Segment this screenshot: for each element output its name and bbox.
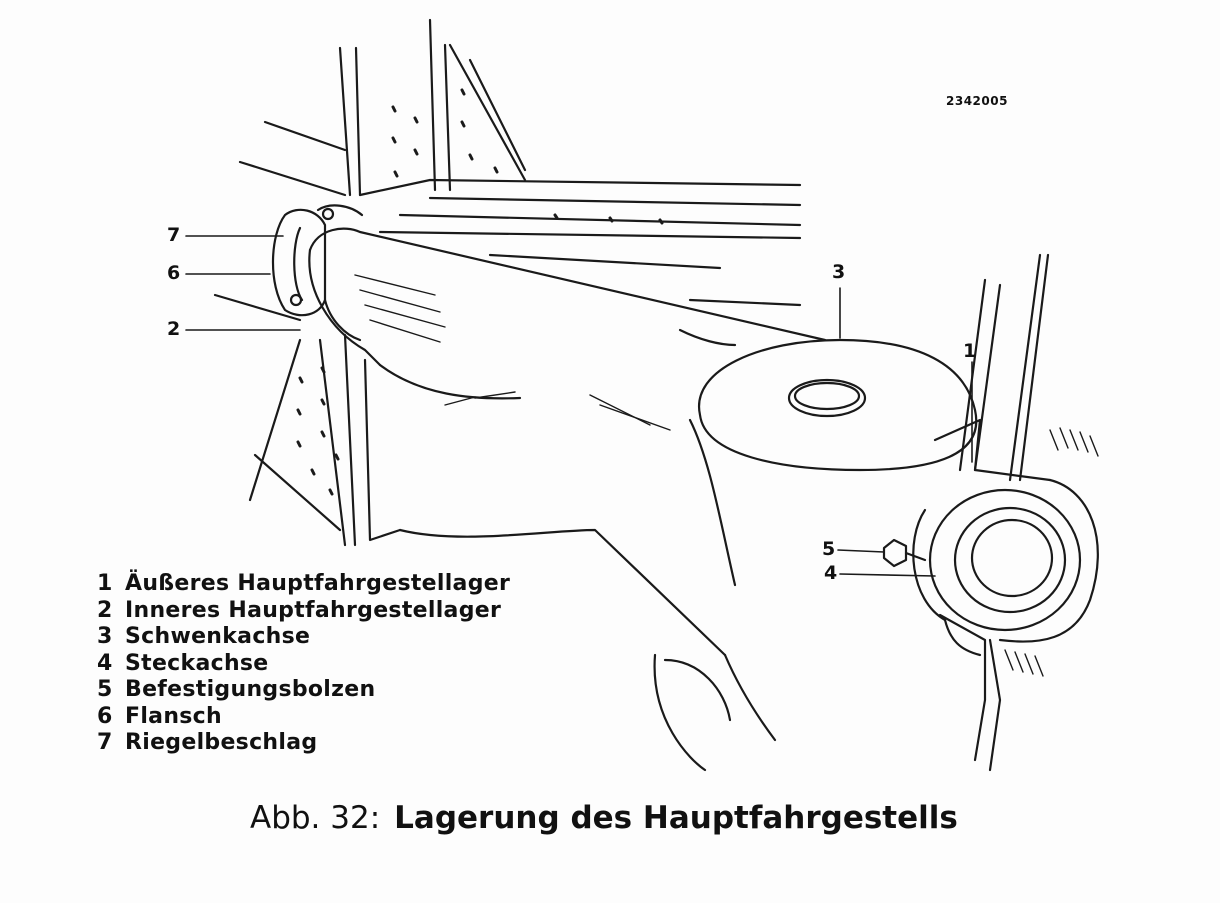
legend-label: Äußeres Hauptfahrgestellager (125, 571, 511, 596)
pivot-disc (699, 340, 976, 470)
legend-number: 3 (97, 624, 113, 649)
callout-4: 4 (824, 562, 838, 584)
legend-label: Schwenkachse (125, 624, 311, 649)
callout-1: 1 (963, 340, 977, 362)
legend-label: Riegelbeschlag (125, 730, 318, 755)
legend-label: Befestigungsbolzen (125, 677, 376, 702)
legend-item (97, 730, 510, 757)
legend-item (97, 651, 510, 678)
callout-7: 7 (167, 224, 181, 246)
figure-caption (250, 800, 958, 836)
outer-bearing-housing (913, 255, 1098, 770)
legend-item (97, 624, 510, 651)
legend-number: 1 (97, 571, 113, 596)
caption-title: Lagerung des Hauptfahrgestells (394, 800, 958, 836)
legend-item (97, 598, 510, 625)
legend-label: Steckachse (125, 650, 269, 676)
leader-lines (186, 236, 972, 576)
caption-prefix: Abb. 32: (250, 800, 381, 836)
legend-label: Flansch (125, 703, 222, 729)
callout-6: 6 (167, 262, 181, 284)
legend-item (97, 677, 510, 704)
inner-bearing-assembly (273, 205, 362, 340)
parts-legend (97, 571, 510, 757)
legend-number: 2 (97, 597, 113, 623)
callout-2: 2 (167, 318, 181, 340)
legend-number: 4 (97, 650, 113, 676)
callout-5: 5 (822, 538, 836, 560)
legend-item (97, 704, 510, 731)
legend-number: 5 (97, 677, 113, 702)
legend-item (97, 571, 510, 598)
callout-3: 3 (832, 261, 846, 283)
legend-number: 7 (97, 730, 113, 755)
legend-number: 6 (97, 703, 113, 729)
mounting-bolt (884, 540, 925, 566)
legend-label: Inneres Hauptfahrgestellager (125, 597, 502, 623)
figure-reference-number: 2342005 (946, 94, 1008, 108)
lower-rib-structure (215, 295, 355, 545)
